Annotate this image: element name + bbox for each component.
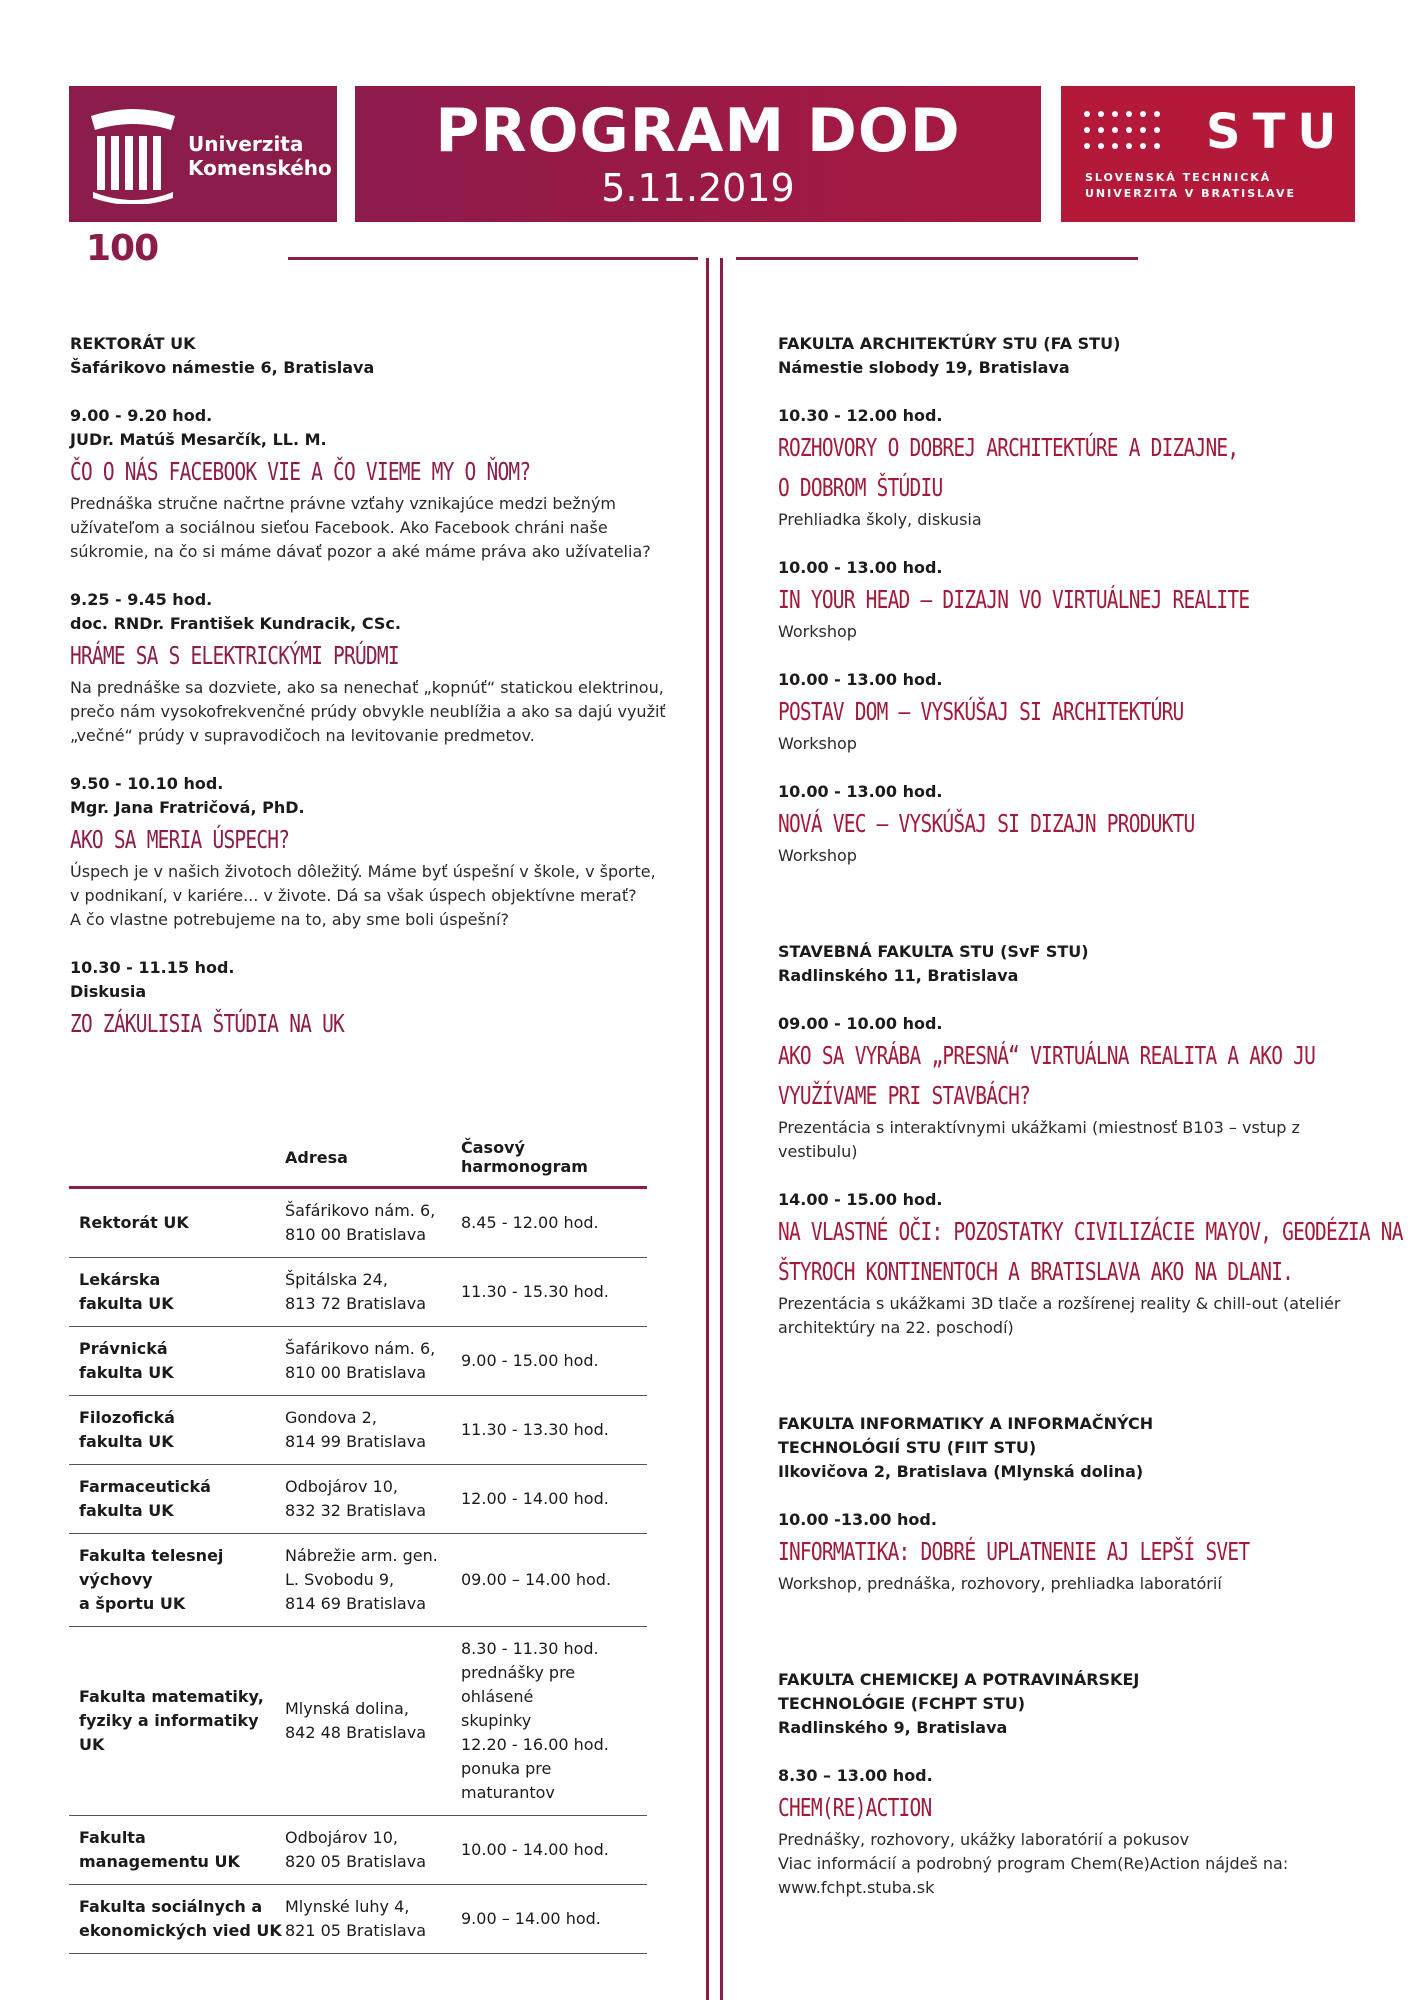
event-title: NA VLASTNÉ OČI: POZOSTATKY CIVILIZÁCIE MAYOV, GEODÉZIA NA ŠTYROCH KONTINENTOCH A BRATISLAVA AKO NA DLANI. <box>778 1217 1403 1286</box>
schedule-cell: 10.00 - 14.00 hod. <box>461 1816 647 1885</box>
schedule-cell: 9.00 – 14.00 hod. <box>461 1885 647 1954</box>
event-time: 10.30 - 11.15 hod. <box>70 958 235 977</box>
event-description: Workshop <box>778 734 857 753</box>
title-box <box>355 86 1041 222</box>
top-divider-right <box>736 257 1138 260</box>
faculty-name-cell: Fakulta managementu UK <box>69 1816 285 1885</box>
event-title: HRÁME SA S ELEKTRICKÝMI PRÚDMI <box>70 641 399 670</box>
table-row <box>69 1885 647 1954</box>
event-description: Prezentácia s ukážkami 3D tlače a rozšírenej reality & chill-out (ateliér architektúry na 22. poschodí) <box>778 1294 1341 1337</box>
org-address: Ilkovičova 2, Bratislava (Mlynská dolina) <box>778 1462 1144 1481</box>
org-name: FAKULTA CHEMICKEJ A POTRAVINÁRSKEJ TECHNOLÓGIE (FCHPT STU) <box>778 1670 1140 1713</box>
event-description: Workshop, prednáška, rozhovory, prehliadka laboratórií <box>778 1574 1222 1593</box>
address-cell: Nábrežie arm. gen. L. Svobodu 9, 814 69 Bratislava <box>285 1534 461 1627</box>
event-title: CHEM(RE)ACTION <box>778 1793 932 1822</box>
event-description: Workshop <box>778 846 857 865</box>
uk-logo-box <box>69 86 337 222</box>
address-cell: Odbojárov 10, 832 32 Bratislava <box>285 1465 461 1534</box>
org-address: Šafárikovo námestie 6, Bratislava <box>70 358 375 377</box>
event-time: 9.25 - 9.45 hod. <box>70 590 213 609</box>
event-description: Na prednáške sa dozviete, ako sa nenechať „kopnúť“ statickou elektrinou, prečo nám vysokofrekvenčné prúdy obvykle neublížia a ako sa dajú využiť „večné“ prúdy v supravodičoch na levitovanie predmetov. <box>70 678 666 745</box>
uk-columns-logo-icon <box>87 108 179 204</box>
faculty-name-cell: Fakulta sociálnych a ekonomických vied UK <box>69 1885 285 1954</box>
table-row <box>69 1816 647 1885</box>
event-time: 10.00 - 13.00 hod. <box>778 782 943 801</box>
column-divider-right <box>720 258 723 2000</box>
event-time: 9.00 - 9.20 hod. <box>70 406 213 425</box>
event-title: INFORMATIKA: DOBRÉ UPLATNENIE AJ LEPŠÍ SVET <box>778 1537 1250 1566</box>
address-cell: Odbojárov 10, 820 05 Bratislava <box>285 1816 461 1885</box>
faculty-name-cell: Filozofická fakulta UK <box>69 1396 285 1465</box>
event-speaker: JUDr. Matúš Mesarčík, LL. M. <box>70 430 327 449</box>
schedule-cell: 11.30 - 13.30 hod. <box>461 1396 647 1465</box>
event-time: 14.00 - 15.00 hod. <box>778 1190 943 1209</box>
table-header-schedule: Časový harmonogram <box>461 1130 647 1188</box>
event-time: 09.00 - 10.00 hod. <box>778 1014 943 1033</box>
table-row <box>69 1188 647 1258</box>
faculty-name-cell: Právnická fakulta UK <box>69 1327 285 1396</box>
event-description: Prezentácia s interaktívnymi ukážkami (miestnosť B103 – vstup z vestibulu) <box>778 1118 1300 1161</box>
org-name: FAKULTA INFORMATIKY A INFORMAČNÝCH TECHNOLÓGIÍ STU (FIIT STU) <box>778 1414 1154 1457</box>
table-row <box>69 1534 647 1627</box>
event-time: 10.00 -13.00 hod. <box>778 1510 937 1529</box>
org-name: FAKULTA ARCHITEKTÚRY STU (FA STU) <box>778 334 1121 353</box>
event-time: 9.50 - 10.10 hod. <box>70 774 224 793</box>
schedule-cell: 11.30 - 15.30 hod. <box>461 1258 647 1327</box>
stu-fullname: SLOVENSKÁ TECHNICKÁ UNIVERZITA V BRATISLAVE <box>1085 171 1296 200</box>
schedule-cell: 8.30 - 11.30 hod. prednášky pre ohlásené skupinky 12.20 - 16.00 hod. ponuka pre maturantov <box>461 1627 647 1816</box>
faculty-name-cell: Farmaceutická fakulta UK <box>69 1465 285 1534</box>
event-description: Prednáška stručne načrtne právne vzťahy vznikajúce medzi bežným užívateľom a sociálnou sieťou Facebook. Ako Facebook chráni naše súkromie, na čo si máme dávať pozor a aké máme práva ako užívatelia? <box>70 494 651 561</box>
address-cell: Špitálska 24, 813 72 Bratislava <box>285 1258 461 1327</box>
event-speaker: Diskusia <box>70 982 147 1001</box>
address-cell: Gondova 2, 814 99 Bratislava <box>285 1396 461 1465</box>
table-header-row <box>69 1130 647 1188</box>
schedule-cell: 9.00 - 15.00 hod. <box>461 1327 647 1396</box>
faculty-name-cell: Fakulta telesnej výchovy a športu UK <box>69 1534 285 1627</box>
stu-name: STU <box>1206 104 1349 160</box>
uk-anniversary: 100 <box>86 228 159 269</box>
table-row <box>69 1396 647 1465</box>
table-row <box>69 1258 647 1327</box>
website-link[interactable]: www.fchpt.stuba.sk <box>778 1878 935 1897</box>
table-header-address: Adresa <box>285 1130 461 1188</box>
org-name: STAVEBNÁ FAKULTA STU (SvF STU) <box>778 942 1089 961</box>
table-header-name <box>69 1130 285 1188</box>
event-description: Prehliadka školy, diskusia <box>778 510 982 529</box>
table-row <box>69 1465 647 1534</box>
right-program <box>778 332 1403 1900</box>
stu-logo-box <box>1061 86 1355 222</box>
event-title: POSTAV DOM – VYSKÚŠAJ SI ARCHITEKTÚRU <box>778 697 1184 726</box>
event-time: 8.30 – 13.00 hod. <box>778 1766 933 1785</box>
address-cell: Mlynské luhy 4, 821 05 Bratislava <box>285 1885 461 1954</box>
address-cell: Šafárikovo nám. 6, 810 00 Bratislava <box>285 1327 461 1396</box>
left-program <box>70 332 690 1044</box>
event-title: ROZHOVORY O DOBREJ ARCHITEKTÚRE A DIZAJNE, O DOBROM ŠTÚDIU <box>778 433 1239 502</box>
table-body <box>69 1188 647 1954</box>
org-name: REKTORÁT UK <box>70 334 196 353</box>
faculty-name-cell: Rektorát UK <box>69 1188 285 1258</box>
event-speaker: doc. RNDr. František Kundracik, CSc. <box>70 614 401 633</box>
event-title: IN YOUR HEAD – DIZAJN VO VIRTUÁLNEJ REALITE <box>778 585 1250 614</box>
address-cell: Šafárikovo nám. 6, 810 00 Bratislava <box>285 1188 461 1258</box>
event-description: Workshop <box>778 622 857 641</box>
org-address: Námestie slobody 19, Bratislava <box>778 358 1070 377</box>
event-speaker: Mgr. Jana Fratričová, PhD. <box>70 798 305 817</box>
faculties-table <box>69 1130 647 1954</box>
address-cell: Mlynská dolina, 842 48 Bratislava <box>285 1627 461 1816</box>
faculty-name-cell: Lekárska fakulta UK <box>69 1258 285 1327</box>
faculty-name-cell: Fakulta matematiky, fyziky a informatiky UK <box>69 1627 285 1816</box>
event-title: AKO SA MERIA ÚSPECH? <box>70 825 290 854</box>
event-date: 5.11.2019 <box>601 166 795 210</box>
event-title: ČO O NÁS FACEBOOK VIE A ČO VIEME MY O ŇOM? <box>70 457 531 486</box>
event-description: Úspech je v našich životoch dôležitý. Máme byť úspešní v škole, v športe, v podnikaní, v kariére... v živote. Dá sa však úspech objektívne merať? A čo vlastne potrebujeme na to, aby sme boli úspešní? <box>70 862 656 929</box>
schedule-cell: 8.45 - 12.00 hod. <box>461 1188 647 1258</box>
page-title: PROGRAM DOD <box>435 96 961 166</box>
uk-name: Univerzita Komenského <box>188 132 332 180</box>
stu-dots-logo-icon <box>1083 110 1187 150</box>
event-description: Prednášky, rozhovory, ukážky laboratórií a pokusov Viac informácií a podrobný program Chem(Re)Action nájdeš na: www.fchpt.stuba.sk <box>778 1828 1378 1900</box>
top-divider-left <box>288 257 698 260</box>
table-row <box>69 1627 647 1816</box>
event-title: AKO SA VYRÁBA „PRESNÁ“ VIRTUÁLNA REALITA A AKO JU VYUŽÍVAME PRI STAVBÁCH? <box>778 1041 1316 1110</box>
event-time: 10.30 - 12.00 hod. <box>778 406 943 425</box>
event-time: 10.00 - 13.00 hod. <box>778 558 943 577</box>
column-divider-left <box>706 258 709 2000</box>
table-row <box>69 1327 647 1396</box>
event-time: 10.00 - 13.00 hod. <box>778 670 943 689</box>
schedule-cell: 09.00 – 14.00 hod. <box>461 1534 647 1627</box>
event-title: NOVÁ VEC – VYSKÚŠAJ SI DIZAJN PRODUKTU <box>778 809 1195 838</box>
schedule-cell: 12.00 - 14.00 hod. <box>461 1465 647 1534</box>
org-address: Radlinského 9, Bratislava <box>778 1718 1008 1737</box>
event-title: ZO ZÁKULISIA ŠTÚDIA NA UK <box>70 1009 345 1038</box>
org-address: Radlinského 11, Bratislava <box>778 966 1019 985</box>
